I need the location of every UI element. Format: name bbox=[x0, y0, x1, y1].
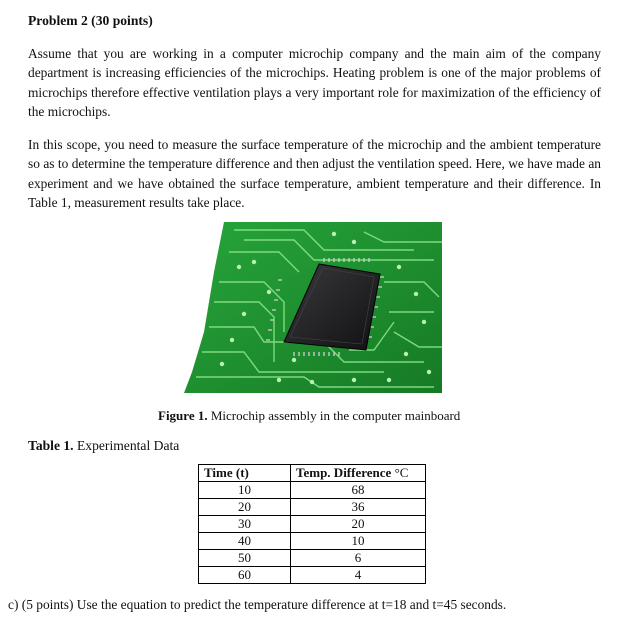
figure-caption-text: Microchip assembly in the computer mainboard bbox=[210, 408, 461, 423]
temp-header-label: Temp. Difference bbox=[296, 465, 392, 480]
time-cell: 50 bbox=[199, 550, 291, 567]
temp-cell: 68 bbox=[291, 482, 426, 499]
intro-paragraph: Assume that you are working in a computer microchip company and the main aim of the company department is increasing efficiencies of the microchips. Heating problem is one of the major problems of microchips therefore effective ventilation plays a very important role for maximization of the efficiency of the microchips. bbox=[28, 46, 601, 119]
experimental-data-table bbox=[198, 464, 426, 584]
time-cell: 60 bbox=[199, 567, 291, 584]
figure-caption bbox=[158, 408, 460, 424]
table-row bbox=[199, 516, 426, 533]
table-row bbox=[199, 499, 426, 516]
temp-cell: 4 bbox=[291, 567, 426, 584]
temp-column-header bbox=[291, 465, 426, 482]
scope-paragraph: In this scope, you need to measure the surface temperature of the microchip and the ambient temperature so as to determine the temperature difference and then adjust the ventilation speed. Here, we have made an experiment and we have obtained the surface temperature, ambient temperature and their difference. In Table 1, measurement results take place. bbox=[28, 137, 601, 210]
temp-unit: °C bbox=[394, 465, 409, 480]
question-c: c) (5 points) Use the equation to predict the temperature difference at t=18 and t=45 seconds. bbox=[8, 597, 507, 612]
table-row bbox=[199, 482, 426, 499]
temp-cell: 6 bbox=[291, 550, 426, 567]
time-column-header: Time (t) bbox=[199, 465, 291, 482]
temp-cell: 36 bbox=[291, 499, 426, 516]
problem-heading: Problem 2 (30 points) bbox=[28, 13, 153, 28]
table-row bbox=[199, 550, 426, 567]
time-cell: 20 bbox=[199, 499, 291, 516]
microchip-figure bbox=[184, 222, 442, 393]
time-cell: 40 bbox=[199, 533, 291, 550]
time-cell: 30 bbox=[199, 516, 291, 533]
table-caption bbox=[28, 438, 179, 454]
time-cell: 10 bbox=[199, 482, 291, 499]
temp-cell: 20 bbox=[291, 516, 426, 533]
table-header-row bbox=[199, 465, 426, 482]
table-label: Table 1. bbox=[28, 438, 74, 453]
table-row bbox=[199, 567, 426, 584]
table-caption-text: Experimental Data bbox=[77, 438, 180, 453]
temp-cell: 10 bbox=[291, 533, 426, 550]
table-row bbox=[199, 533, 426, 550]
figure-label: Figure 1. bbox=[158, 408, 208, 423]
